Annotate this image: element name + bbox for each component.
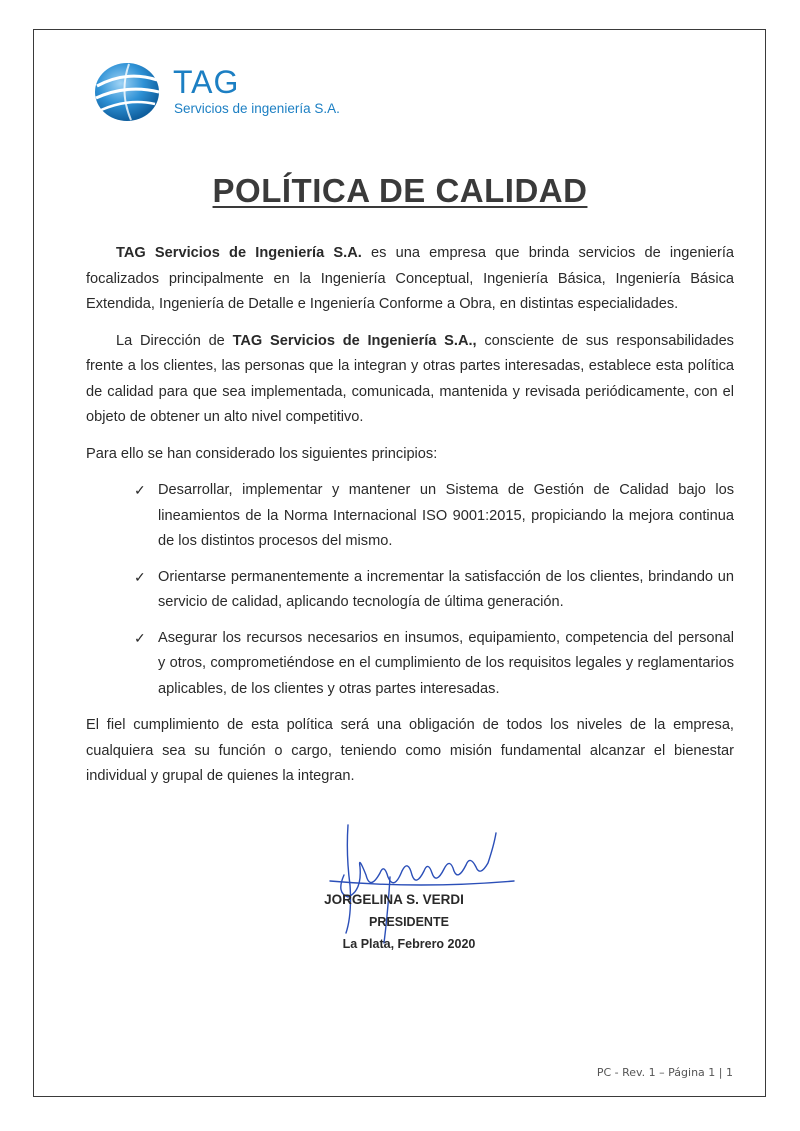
closing-paragraph: El fiel cumplimiento de esta política será una obligación de todos los niveles de la empresa, cualquiera sea su función o cargo, teniendo como misión fundamental alcanzar el bienestar individual y grupal de quienes la integran. xyxy=(86,717,734,784)
check-icon: ✓ xyxy=(134,568,146,585)
principles-list xyxy=(86,478,734,702)
company-logo xyxy=(93,60,353,124)
check-icon: ✓ xyxy=(134,482,146,498)
page-title: POLÍTICA DE CALIDAD xyxy=(212,172,588,209)
list-item: ✓ Orientarse permanentemente a incrementar la satisfacción de los clientes, brindando un servicio de calidad, aplicando tecnología de última generación. xyxy=(86,565,734,616)
signatory-name: JORGELINA S. VERDI xyxy=(324,892,464,907)
list-item: ✓ Desarrollar, implementar y mantener un Sistema de Gestión de Calidad bajo los lineamientos de la Norma Internacional ISO 9001:2015, propiciando la mejora continua de los distintos procesos del mismo. xyxy=(86,478,734,555)
place-date: La Plata, Febrero 2020 xyxy=(342,937,476,951)
direction-paragraph: La Dirección de TAG Servicios de Ingeniería S.A., consciente de sus responsabilidades frente a los clientes, las personas que la integran y otras partes interesadas, establece esta política de calidad para que sea implementada, comunicada, mantenida y revisada periódicamente, con el objeto de obtener un alto nivel competitivo. xyxy=(86,332,734,425)
logo-subtitle: Servicios de ingeniería S.A. xyxy=(174,101,340,116)
list-item: ✓ Asegurar los recursos necesarios en insumos, equipamiento, competencia del personal y otros, comprometiéndose en el cumplimiento de los requisitos legales y reglamentarios aplicables, de los clientes y otras partes interesadas. xyxy=(86,626,734,703)
check-icon: ✓ xyxy=(134,629,146,646)
logo-name: TAG xyxy=(173,64,240,100)
globe-icon xyxy=(93,60,161,124)
principles-intro: Para ello se han considerado los siguientes principios: xyxy=(86,445,438,462)
signatory-role: PRESIDENTE xyxy=(369,915,449,929)
document-body xyxy=(86,241,734,801)
intro-paragraph: TAG Servicios de Ingeniería S.A. es una empresa que brinda servicios de ingeniería focalizados principalmente en la Ingeniería Conceptual, Ingeniería Básica, Ingeniería Básica Extendida, Ingeniería de Detalle e Ingeniería Conforme a Obra, en distintas especialidades. xyxy=(86,245,734,312)
page-footer: PC - Rev. 1 – Página 1 | 1 xyxy=(596,1066,733,1079)
